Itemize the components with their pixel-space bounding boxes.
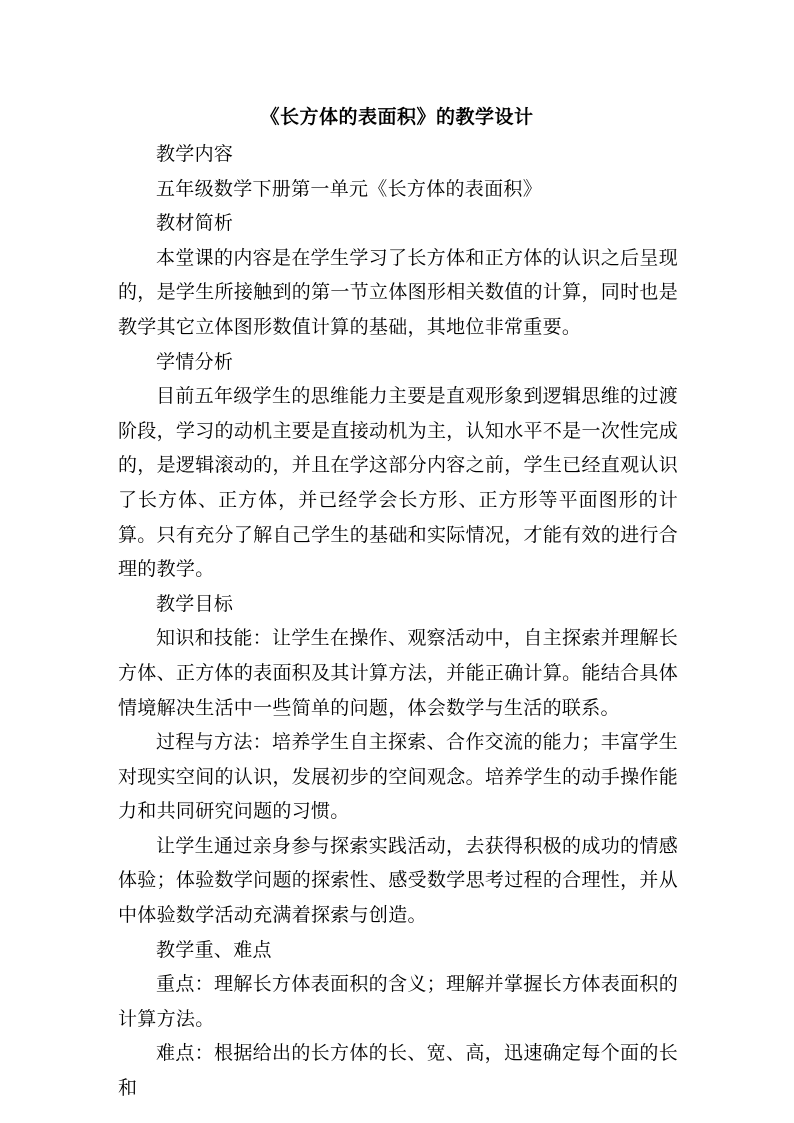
section-heading-goals: 教学目标 bbox=[156, 592, 234, 615]
document-body bbox=[118, 137, 678, 1106]
paragraph-goal-process: 过程与方法：培养学生自主探索、合作交流的能力；丰富学生对现实空间的认识，发展初步的空间观念。培养学生的动手操作能力和共同研究问题的习惯。 bbox=[118, 731, 678, 823]
paragraph-difficult-point: 难点：根据给出的长方体的长、宽、高，迅速确定每个面的长和 bbox=[118, 1042, 678, 1100]
paragraph-goal-knowledge: 知识和技能：让学生在操作、观察活动中，自主探索并理解长方体、正方体的表面积及其计算方法，并能正确计算。能结合具体情境解决生活中一些简单的问题，体会数学与生活的联系。 bbox=[118, 627, 678, 719]
paragraph-material: 本堂课的内容是在学生学习了长方体和正方体的认识之后呈现的，是学生所接触到的第一节立体图形相关数值的计算，同时也是教学其它立体图形数值计算的基础，其地位非常重要。 bbox=[118, 246, 678, 338]
section-heading-students: 学情分析 bbox=[156, 350, 234, 373]
section-heading-material: 教材简析 bbox=[156, 212, 234, 235]
paragraph-key-point: 重点：理解长方体表面积的含义；理解并掌握长方体表面积的计算方法。 bbox=[118, 973, 678, 1030]
section-heading-content: 教学内容 bbox=[156, 143, 234, 165]
section-heading-key-points: 教学重、难点 bbox=[156, 938, 272, 961]
document-title: 《长方体的表面积》的教学设计 bbox=[260, 106, 534, 128]
paragraph-content: 五年级数学下册第一单元《长方体的表面积》 bbox=[156, 177, 543, 200]
paragraph-goal-emotion: 让学生通过亲身参与探索实践活动，去获得积极的成功的情感体验；体验数学问题的探索性、感受数学思考过程的合理性，并从中体验数学活动充满着探索与创造。 bbox=[118, 834, 678, 927]
paragraph-students: 目前五年级学生的思维能力主要是直观形象到逻辑思维的过渡阶段，学习的动机主要是直接动机为主，认知水平不是一次性完成的，是逻辑滚动的，并且在学这部分内容之前，学生已经直观认识了长方体、正方体，并已经学会长方形、正方形等平面图形的计算。只有充分了解自己学生的基础和实际情况，才能有效的进行合理的教学。 bbox=[118, 385, 678, 581]
